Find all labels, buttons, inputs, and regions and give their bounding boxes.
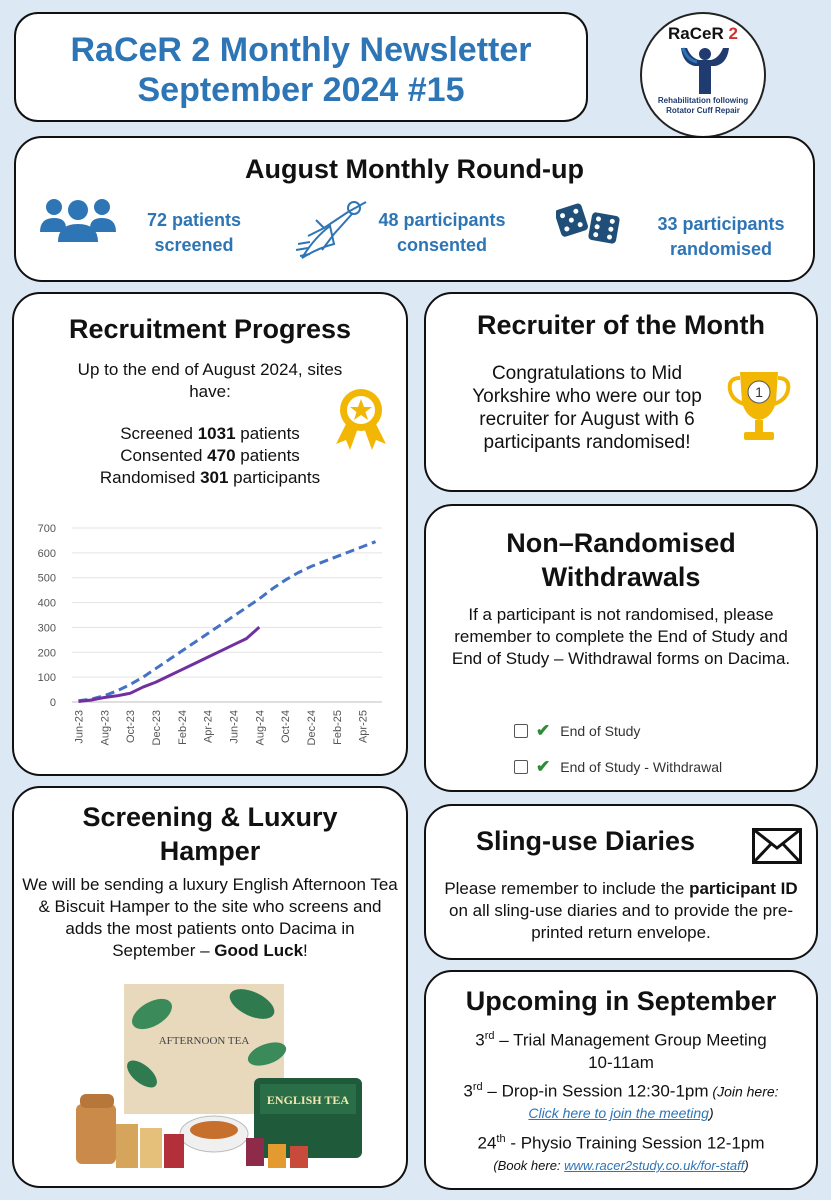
checklist-label: End of Study <box>560 723 641 739</box>
stat-screened-line1: 72 patients <box>146 210 242 230</box>
x-tick-label: Aug-23 <box>99 710 112 746</box>
x-tick-label: Feb-24 <box>176 710 189 745</box>
check-icon: ✔ <box>536 721 551 740</box>
y-tick-label: 500 <box>37 572 56 585</box>
stat-randomised-line1: 33 participants <box>657 214 785 234</box>
sling-text: Please remember to include the participant ID on all sling-use diaries and to provide the pre-printed return envelope. <box>444 879 798 942</box>
recruiter-text: Congratulations to Mid Yorkshire who were our top recruiter for August with 6 participants randomised! <box>472 363 702 453</box>
x-tick-label: Jun-23 <box>73 710 86 744</box>
x-tick-label: Apr-24 <box>202 710 215 744</box>
x-tick-label: Apr-25 <box>357 710 370 744</box>
dice-icon <box>556 200 622 246</box>
actual-line <box>78 627 259 701</box>
hamper-text: We will be sending a luxury English Afternoon Tea & Biscuit Hamper to the site who screens and adds the most patients onto Dacima in September – Good Luck! <box>22 875 398 960</box>
trophy-number: 1 <box>755 384 763 400</box>
x-tick-label: Oct-23 <box>125 710 138 744</box>
x-tick-label: Oct-24 <box>280 710 293 744</box>
check-icon: ✔ <box>536 757 551 776</box>
recruiter-heading: Recruiter of the Month <box>477 310 765 340</box>
stat-randomised-line2: randomised <box>669 239 773 259</box>
withdrawals-box <box>424 504 818 792</box>
checkbox[interactable] <box>514 760 528 774</box>
x-tick-label: Feb-25 <box>331 710 344 745</box>
logo-subtitle-2: Rotator Cuff Repair <box>666 106 740 115</box>
stat-consented-line1: 48 participants <box>378 210 506 230</box>
withdrawals-heading-line2: Withdrawals <box>541 562 701 592</box>
screened-line: Screened 1031 patients <box>120 424 300 443</box>
x-tick-label: Dec-23 <box>150 710 163 746</box>
newsletter-title-line2: September 2024 #15 <box>137 71 465 109</box>
y-tick-label: 0 <box>49 697 56 709</box>
event-tmg-meeting: 3rd – Trial Management Group Meeting <box>475 1030 767 1050</box>
staff-page-link[interactable]: www.racer2study.co.uk/for-staff <box>564 1157 745 1173</box>
recruitment-intro: Up to the end of August 2024, sites have: <box>77 360 343 401</box>
recruitment-chart <box>26 512 396 762</box>
trophy-icon <box>726 366 792 446</box>
x-tick-label: Aug-24 <box>254 710 267 746</box>
join-meeting-link[interactable]: Click here to join the meeting <box>528 1105 709 1122</box>
envelope-icon <box>752 828 802 864</box>
recruiter-box <box>424 292 818 492</box>
y-tick-label: 300 <box>37 622 56 635</box>
event-tmg-time: 10-11am <box>588 1052 654 1072</box>
hamper-box <box>12 786 408 1188</box>
award-ribbon-icon <box>332 386 390 450</box>
y-tick-label: 400 <box>37 597 56 610</box>
withdrawals-heading-line1: Non–Randomised <box>506 528 736 558</box>
x-tick-label: Jun-24 <box>228 710 241 744</box>
sling-box <box>424 804 818 960</box>
y-tick-label: 200 <box>37 647 56 660</box>
y-tick-label: 100 <box>37 672 56 685</box>
people-group-icon <box>40 194 116 244</box>
newsletter-title-line1: RaCeR 2 Monthly Newsletter <box>70 31 532 69</box>
newsletter-title-box <box>14 12 588 122</box>
logo-number: 2 <box>728 24 738 43</box>
y-tick-label: 600 <box>37 547 56 560</box>
event-physio-training: 24th - Physio Training Session 12-1pm <box>477 1133 765 1153</box>
hamper-heading-line2: Hamper <box>159 836 261 866</box>
checklist-item-end-of-study-withdrawal[interactable] <box>514 756 722 778</box>
randomised-line: Randomised 301 participants <box>99 468 321 487</box>
withdrawals-text: If a participant is not randomised, please remember to complete the End of Study and End of Study – Withdrawal forms on Dacima. <box>451 605 791 668</box>
recruitment-heading: Recruitment Progress <box>68 314 352 344</box>
stat-consented-line2: consented <box>396 235 488 255</box>
checklist-item-end-of-study[interactable] <box>514 720 722 742</box>
recruitment-box <box>12 292 408 776</box>
consented-line: Consented 470 patients <box>120 446 300 465</box>
logo-subtitle-1: Rehabilitation following <box>657 96 749 105</box>
logo-figure-icon <box>675 46 735 96</box>
stat-screened-line2: screened <box>154 235 234 255</box>
checkbox[interactable] <box>514 724 528 738</box>
hamper-image <box>72 984 368 1180</box>
racer2-logo <box>640 12 766 138</box>
x-tick-label: Dec-24 <box>305 710 318 746</box>
logo-name: RaCeR <box>668 24 724 43</box>
y-tick-label: 700 <box>37 523 56 535</box>
checklist-label: End of Study - Withdrawal <box>560 759 723 775</box>
roundup-box <box>14 136 815 282</box>
event-dropin-session: 3rd – Drop-in Session 12:30-1pm (Join here: <box>463 1080 779 1101</box>
tea-tin-label: ENGLISH TEA <box>266 1093 350 1107</box>
sling-heading: Sling-use Diaries <box>476 826 696 856</box>
upcoming-heading: Upcoming in September <box>465 986 777 1016</box>
upcoming-box: Upcoming in September 3rd – Trial Management Group Meeting 10-11am 3rd – Drop-in Session 12:30-1pm (Join here: Click here to join the meeting) 24th - Physio Training Session 12-1pm (Book here: www.racer2study.co.uk/for-staff) <box>424 970 818 1190</box>
hamper-box-label: AFTERNOON TEA <box>158 1035 250 1047</box>
hamper-heading-line1: Screening & Luxury <box>82 802 338 832</box>
roundup-heading: August Monthly Round-up <box>245 154 584 184</box>
